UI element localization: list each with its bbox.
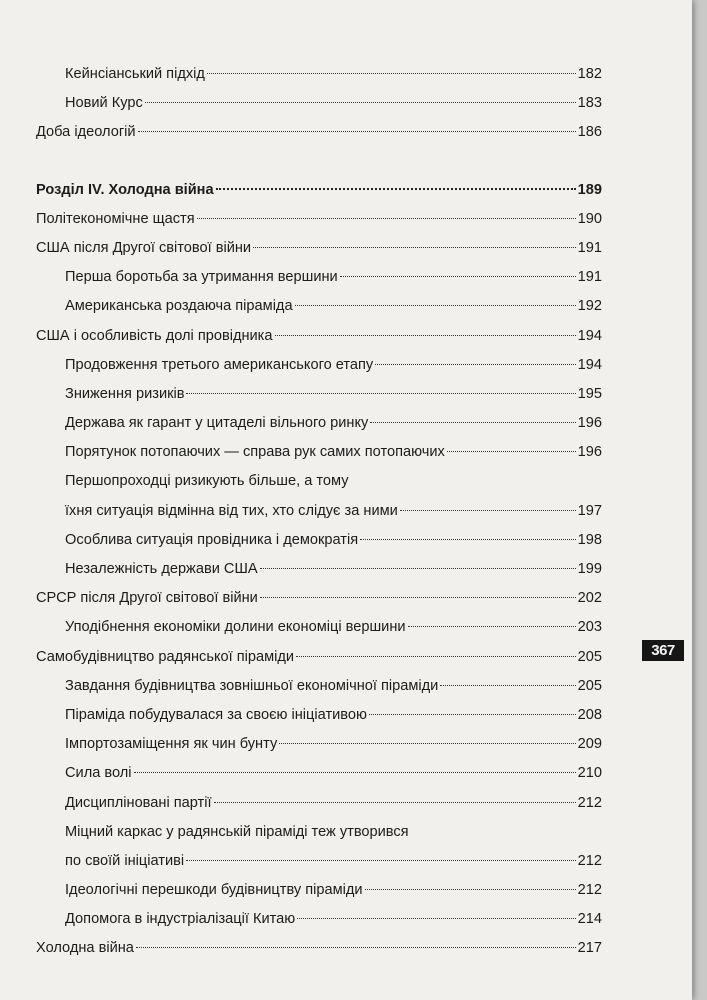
toc-entry-page: 203 (577, 619, 602, 636)
toc-entry[interactable] (36, 905, 602, 934)
toc-entry[interactable] (36, 438, 602, 467)
toc-entry[interactable] (36, 934, 602, 963)
toc-entry-page: 191 (577, 269, 602, 286)
toc-entry-title: Дисципліновані партії (65, 794, 212, 811)
toc-leader-dots (214, 802, 576, 803)
toc-leader-dots (370, 422, 575, 423)
toc-entry-title: Допомога в індустріалізації Китаю (65, 911, 296, 928)
toc-leader-dots (197, 218, 576, 219)
toc-entry[interactable] (36, 730, 602, 759)
toc-leader-dots (216, 188, 576, 190)
toc-leader-dots (369, 714, 576, 715)
toc-entry-title: Холодна війна (36, 940, 134, 957)
toc-entry[interactable] (36, 322, 602, 351)
toc-leader-dots (295, 305, 576, 306)
toc-group-1 (36, 60, 602, 148)
toc-leader-dots (440, 685, 575, 686)
toc-entry-page: 209 (577, 736, 602, 753)
toc-entry-page: 197 (577, 502, 602, 519)
toc-leader-dots (279, 743, 575, 744)
toc-entry[interactable] (36, 497, 602, 526)
section-gap (36, 148, 602, 176)
toc-entry[interactable] (36, 876, 602, 905)
toc-entry-page: 212 (577, 794, 602, 811)
toc-leader-dots (253, 247, 576, 248)
toc-entry[interactable] (36, 701, 602, 730)
toc-group-2 (36, 205, 602, 964)
toc-entry-title: Американська роздаюча піраміда (65, 298, 293, 315)
toc-entry[interactable] (36, 847, 602, 876)
toc-entry[interactable] (36, 292, 602, 321)
toc-leader-dots (375, 364, 575, 365)
toc-leader-dots (207, 73, 576, 74)
toc-entry-title: по своїй ініціативі (65, 852, 185, 869)
toc-entry-title: Імпортозаміщення як чин бунту (65, 736, 278, 753)
toc-leader-dots (136, 947, 576, 948)
toc-entry-page: 182 (577, 66, 602, 82)
toc-leader-dots (134, 772, 576, 773)
toc-entry-page: 190 (577, 210, 602, 227)
toc-entry-page: 196 (577, 444, 602, 461)
toc-entry-title: Розділ IV. Холодна війна (36, 181, 214, 198)
toc-leader-dots (408, 626, 576, 627)
toc-entry-title: Піраміда побудувалася за своєю ініціативою (65, 706, 367, 723)
toc-leader-dots (260, 568, 576, 569)
toc-entry-title: Особлива ситуація провідника і демократія (65, 531, 359, 548)
page-number-tab: 367 (642, 640, 684, 661)
toc-entry-title: Самобудівництво радянської піраміди (36, 648, 295, 665)
toc-entry-title: Доба ідеологій (36, 124, 136, 141)
toc-entry[interactable] (36, 351, 602, 380)
toc-leader-dots (340, 276, 576, 277)
toc-entry-title: Завдання будівництва зовнішньої економічної піраміди (65, 677, 439, 694)
toc-entry[interactable] (36, 584, 602, 613)
toc-entry-title: Першопроходці ризикують більше, а тому (65, 473, 349, 490)
toc-entry-title: США після Другої світової війни (36, 239, 252, 256)
toc-entry-title: Порятунок потопаючих — справа рук самих потопаючих (65, 444, 445, 461)
toc-entry[interactable] (36, 789, 602, 818)
toc-leader-dots (186, 860, 576, 861)
toc-entry-title: Політекономічне щастя (36, 210, 195, 227)
toc-entry[interactable] (36, 409, 602, 438)
toc-entry-title: Ідеологічні перешкоди будівництву піраміди (65, 882, 363, 899)
toc-leader-dots (296, 656, 576, 657)
toc-entry-title: Перша боротьба за утримання вершини (65, 269, 338, 286)
toc-leader-dots (297, 918, 575, 919)
toc-entry[interactable] (36, 643, 602, 672)
toc-entry-title: Сила волі (65, 765, 132, 782)
toc-entry-page: 194 (577, 327, 602, 344)
toc-leader-dots (138, 131, 576, 132)
toc-leader-dots (186, 393, 575, 394)
toc-entry-title: Уподібнення економіки долини економіці вершини (65, 619, 406, 636)
toc-entry-title: їхня ситуація відмінна від тих, хто слідує за ними (65, 502, 398, 519)
toc-entry-title: США і особливість долі провідника (36, 327, 273, 344)
toc-entry[interactable] (36, 526, 602, 555)
toc-entry[interactable] (36, 205, 602, 234)
toc-entry[interactable] (36, 380, 602, 409)
toc-entry-page: 205 (577, 677, 602, 694)
toc-entry-title: Зниження ризиків (65, 385, 185, 402)
toc-entry[interactable] (36, 89, 602, 118)
toc-entry-page: 195 (577, 385, 602, 402)
toc-entry-page: 205 (577, 648, 602, 665)
toc-entry[interactable] (36, 118, 602, 147)
toc-entry-page: 194 (577, 356, 602, 373)
toc-leader-dots (447, 451, 576, 452)
toc-entry[interactable] (36, 672, 602, 701)
toc-entry[interactable] (36, 613, 602, 642)
toc-entry-page: 210 (577, 765, 602, 782)
toc-entry-page: 212 (577, 852, 602, 869)
toc-entry[interactable] (36, 818, 602, 847)
toc-entry-page: 208 (577, 706, 602, 723)
toc-entry-title: СРСР після Другої світової війни (36, 590, 258, 607)
toc-entry-page: 199 (577, 561, 602, 577)
toc-entry-title: Незалежність держави США (65, 561, 258, 577)
toc-entry-title: Кейнсіанський підхід (65, 66, 205, 82)
toc-leader-dots (275, 335, 576, 336)
toc-entry-title: Новий Курс (65, 95, 143, 112)
toc-entry-page: 217 (577, 940, 602, 957)
toc-entry-page: 202 (577, 590, 602, 607)
toc-entry-page: 212 (577, 882, 602, 899)
toc-leader-dots (365, 889, 576, 890)
toc-entry-page: 189 (577, 181, 602, 198)
toc-entry[interactable] (36, 60, 602, 89)
toc-entry-page: 214 (577, 911, 602, 928)
table-of-contents (36, 60, 602, 964)
toc-entry[interactable] (36, 467, 602, 496)
toc-entry-title: Держава як гарант у цитаделі вільного ринку (65, 415, 369, 432)
toc-entry-page: 192 (577, 298, 602, 315)
toc-entry[interactable] (36, 263, 602, 292)
toc-entry-page: 191 (577, 239, 602, 256)
toc-entry-page: 183 (577, 95, 602, 112)
toc-entry[interactable] (36, 234, 602, 263)
toc-entry-page: 186 (577, 124, 602, 141)
toc-section-heading[interactable] (36, 176, 602, 205)
toc-entry-title: Продовження третього американського етапу (65, 356, 374, 373)
toc-leader-dots (145, 102, 576, 103)
toc-leader-dots (260, 597, 576, 598)
toc-entry-page: 198 (577, 531, 602, 548)
toc-entry[interactable] (36, 555, 602, 584)
toc-leader-dots (400, 510, 576, 511)
toc-entry[interactable] (36, 759, 602, 788)
toc-entry-page: 196 (577, 415, 602, 432)
toc-entry-title: Міцний каркас у радянській піраміді теж утворився (65, 823, 409, 840)
toc-leader-dots (360, 539, 576, 540)
